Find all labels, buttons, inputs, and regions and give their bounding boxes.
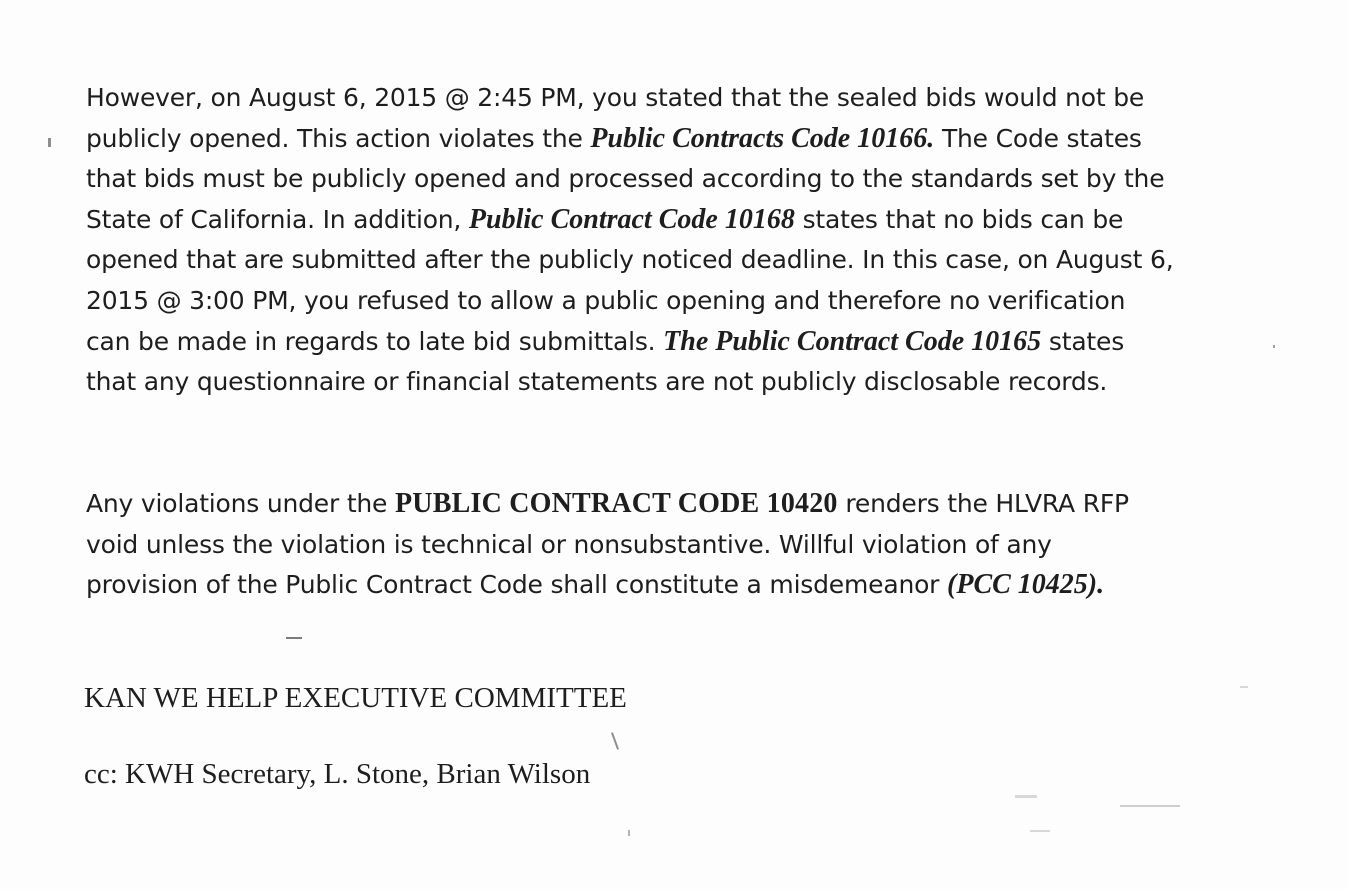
text-line xyxy=(86,484,1129,525)
text-span: Any violations under the xyxy=(86,489,395,518)
scan-speck xyxy=(1120,805,1180,807)
code-citation-10425: (PCC 10425). xyxy=(947,569,1105,601)
signature-committee: KAN WE HELP EXECUTIVE COMMITTEE xyxy=(84,682,627,714)
scan-speck xyxy=(611,732,619,750)
text-line xyxy=(86,322,1173,363)
text-span: states that no bids can be xyxy=(794,204,1124,234)
cc-line: cc: KWH Secretary, L. Stone, Brian Wilson xyxy=(84,758,591,790)
text-span: states xyxy=(1041,326,1125,356)
code-citation-10165: The Public Contract Code 10165 xyxy=(663,325,1042,357)
text-span: void unless the violation is technical or nonsubstantive. Willful violation of any xyxy=(86,529,1052,559)
text-span: provision of the Public Contract Code shall constitute a misdemeanor xyxy=(86,570,948,600)
scan-speck xyxy=(1273,345,1275,348)
paragraph-violations xyxy=(86,484,1129,606)
scan-speck xyxy=(48,138,51,147)
text-line xyxy=(86,240,1173,281)
scan-speck xyxy=(1240,686,1248,688)
text-line xyxy=(86,119,1173,160)
text-span: 2015 @ 3:00 PM, you refused to allow a public opening and therefore no verification xyxy=(86,285,1126,315)
code-citation-10166: Public Contracts Code 10166. xyxy=(590,122,935,154)
scan-speck xyxy=(286,637,302,639)
text-line xyxy=(86,281,1173,322)
text-line xyxy=(86,565,1129,606)
code-citation-10420: PUBLIC CONTRACT CODE 10420 xyxy=(395,488,838,519)
text-line xyxy=(86,200,1173,241)
text-line xyxy=(86,362,1173,403)
text-span: renders the HLVRA RFP xyxy=(837,489,1129,518)
text-span: The Code states xyxy=(934,123,1142,153)
text-line xyxy=(86,159,1173,200)
text-span: that bids must be publicly opened and processed according to the standards set by the xyxy=(86,164,1165,194)
scan-speck xyxy=(628,830,630,836)
text-line xyxy=(86,78,1173,119)
text-line xyxy=(86,525,1129,566)
text-span: State of California. In addition, xyxy=(86,204,469,234)
text-span: However, on August 6, 2015 @ 2:45 PM, you stated that the sealed bids would not be xyxy=(86,83,1145,112)
text-span: can be made in regards to late bid submittals. xyxy=(86,326,664,356)
text-span: that any questionnaire or financial statements are not publicly disclosable records. xyxy=(86,367,1108,397)
paragraph-bid-opening xyxy=(86,78,1173,403)
scan-speck xyxy=(1030,830,1050,832)
text-span: publicly opened. This action violates the xyxy=(86,123,591,153)
text-span: opened that are submitted after the publicly noticed deadline. In this case, on August 6, xyxy=(86,245,1174,275)
scan-speck xyxy=(1015,795,1037,798)
code-citation-10168: Public Contract Code 10168 xyxy=(468,203,795,235)
